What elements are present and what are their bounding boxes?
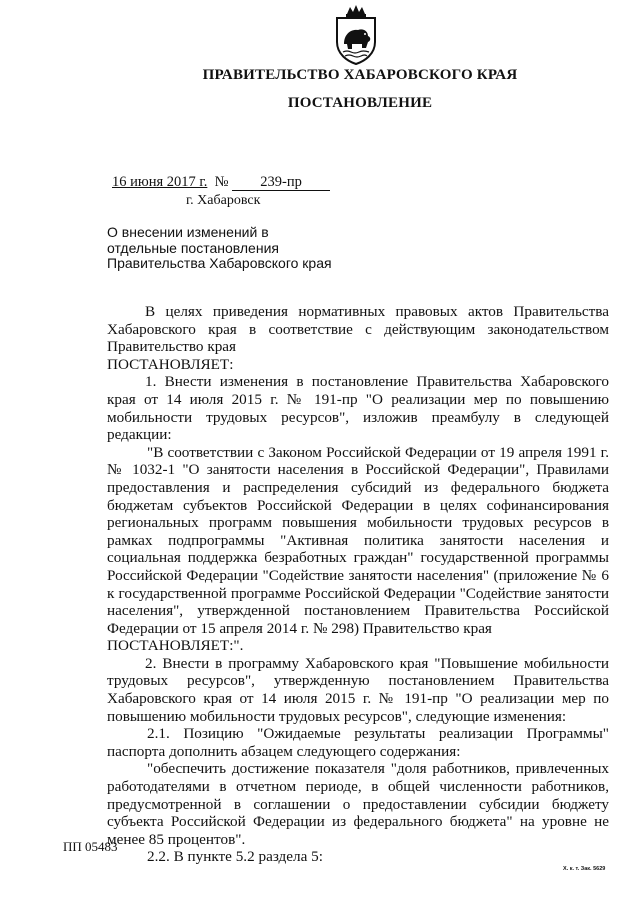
- print-note: Х. к. т. Зак. 5629: [563, 866, 606, 872]
- item-2-2-paragraph: 2.2. В пункте 5.2 раздела 5:: [147, 848, 323, 866]
- document-number: 239-пр: [232, 175, 330, 191]
- document-date: 16 июня 2017 г.: [112, 174, 208, 190]
- coat-of-arms-emblem: [331, 4, 381, 66]
- document-code: ПП 05483: [63, 839, 118, 854]
- number-sign: №: [214, 174, 229, 190]
- preamble-paragraph: В целях приведения нормативных правовых актов Правительства Хабаровского края в соответствие с действующим законодательством Правительство края: [107, 303, 609, 356]
- document-city: г. Хабаровск: [186, 193, 261, 208]
- resolves-quote-end: ПОСТАНОВЛЯЕТ:".: [107, 637, 244, 655]
- document-subject: О внесении изменений в отдельные постановления Правительства Хабаровского края: [107, 224, 332, 271]
- item-1-paragraph: 1. Внести изменения в постановление Правительства Хабаровского края от 14 июля 2015 г. № 191-пр "О реализации мер по повышению мобильности трудовых ресурсов", изложив преамбулу в следующей редакции:: [107, 373, 609, 444]
- item-2-1-paragraph: 2.1. Позицию "Ожидаемые результаты реализации Программы" паспорта дополнить абзацем следующего содержания:: [107, 725, 609, 760]
- new-preamble-paragraph: "В соответствии с Законом Российской Федерации от 19 апреля 1991 г. № 1032-1 "О занятости населения в Российской Федерации", Правилами предоставления и распределения субсидий из федерального бюджета бюджетам субъектов Российской Федерации в целях софинансирования региональных программ повышения мобильности трудовых ресурсов в рамках подпрограммы "Активная политика занятости населения и социальная поддержка безработных граждан" государственной программы Российской Федерации "Содействие занятости населения" (приложение № 6 к государственной программе Российской Федерации "Содействие занятости населения", утвержденной постановлением Правительства Российской Федерации от 15 апреля 2014 г. № 298) Правительство края: [107, 443, 609, 637]
- new-indicator-paragraph: "обеспечить достижение показателя "доля работников, привлеченных работодателями в отчетном периоде, в общей численности работников, предусмотренной в соглашении о предоставлении субсидии бюджету субъекта Российской Федерации из федерального бюджета" на уровне не менее 85 процентов".: [107, 760, 609, 848]
- item-2-paragraph: 2. Внести в программу Хабаровского края "Повышение мобильности трудовых ресурсов", утвержденную постановлением Правительства Хабаровского края от 14 июля 2015 г. № 191-пр "О реализации мер по повышению мобильности трудовых ресурсов", следующие изменения:: [107, 654, 609, 725]
- organization-title: ПРАВИТЕЛЬСТВО ХАБАРОВСКОГО КРАЯ: [202, 67, 518, 83]
- date-number-line: [112, 174, 330, 191]
- document-body: [107, 303, 609, 866]
- resolves-heading: ПОСТАНОВЛЯЕТ:: [107, 355, 234, 373]
- document-type-title: ПОСТАНОВЛЕНИЕ: [287, 95, 433, 111]
